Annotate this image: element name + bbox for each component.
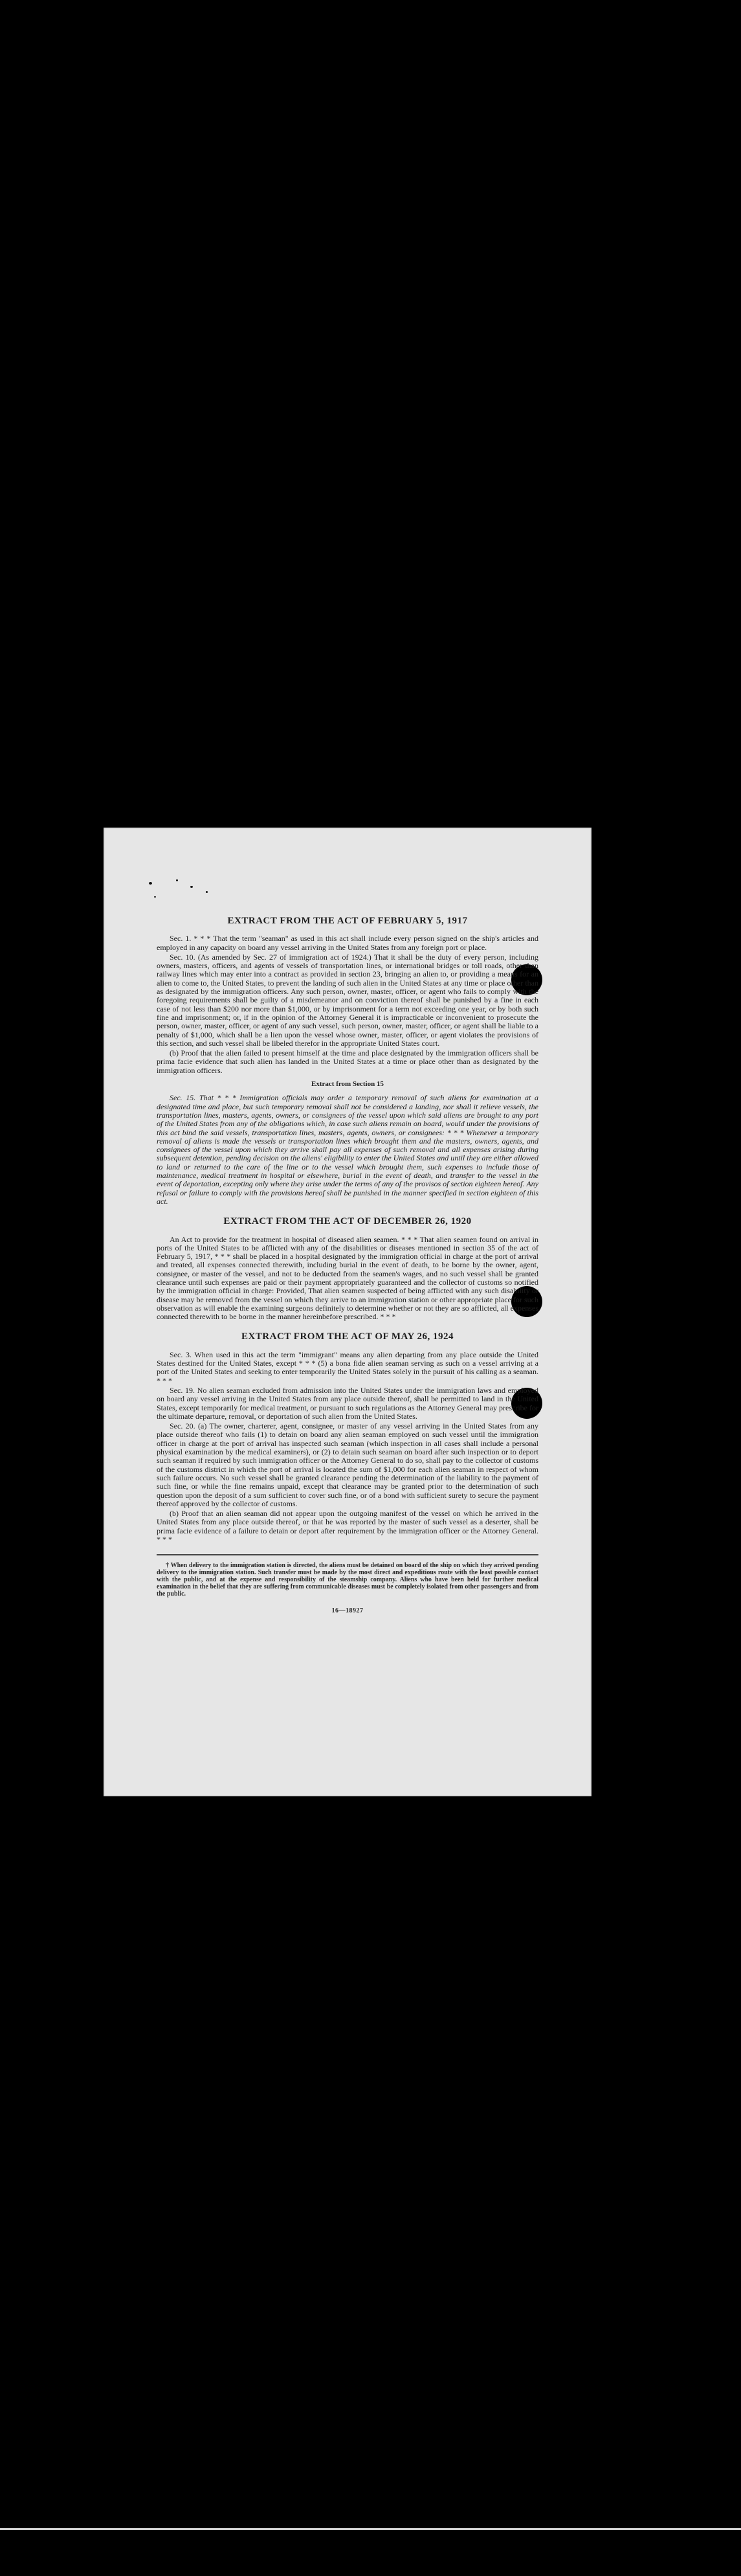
paragraph-sec1: Sec. 1. * * * That the term "seaman" as used in this act shall include every person signed on the ship's articles and employed in any capacity on board any vessel arriving in the United States from any foreign port or place. [157, 934, 538, 952]
paragraph-1924-sec20: Sec. 20. (a) The owner, charterer, agent, consignee, or master of any vessel arriving in the United States from any place outside thereof who fails (1) to detain on board any alien seaman employed on such vessel until the immigration officer in charge at the port of arrival has inspected such seaman (which inspection in all cases shall include a personal physical examination by the medical examiners), or (2) to detain such seaman on board after such inspection or to deport such seaman if required by such immigration officer or the Attorney General to do so, shall pay to the collector of customs of the customs district in which the port of arrival is located the sum of $1,000 for each alien seaman in respect of whom such failure occurs. No such vessel shall be granted clearance pending the determination of the liability to the payment of such fine, or while the fine remains unpaid, except that clearance may be granted prior to the determination of such question upon the deposit of a sum sufficient to cover such fine, or of a bond with sufficient surety to secure the payment thereof approved by the collector of customs. [157, 1421, 538, 1508]
form-number: 16—18927 [331, 1607, 364, 1615]
paragraph-sec10b: (b) Proof that the alien failed to present himself at the time and place designated by the immigration officers shall be prima facie evidence that such alien has landed in the United States at a time or place other than as designated by the immigration officers. [157, 1048, 538, 1075]
paragraph-act-1920: An Act to provide for the treatment in hospital of diseased alien seamen. * * * That alien seamen found on arrival in ports of the United States to be afflicted with any of the disabilities or diseases mentioned in section 35 of the act of February 5, 1917, * * * shall be placed in a hospital designated by the immigration official in charge at the port of arrival and treated, all expenses connected therewith, including burial in the event of death, to be borne by the owner, agent, consignee, or master of the vessel, and not to be deducted from the seamen's wages, and no such vessel shall be granted clearance until such expenses are paid or their payment appropriately guaranteed and the collector of customs so notified by the immigration official in charge: Provided, That alien seamen suspected of being afflicted with any such disability or disease may be removed from the vessel on which they arrive to an immigration station or other appropriate place for such observation as will enable the examining surgeons definitely to determine whether or not they are so afflicted, all expenses connected therewith to be borne in the manner hereinbefore prescribed. * * * [157, 1234, 538, 1322]
heading-act-1920: EXTRACT FROM THE ACT OF DECEMBER 26, 1920 [223, 1216, 472, 1227]
heading-act-1924: EXTRACT FROM THE ACT OF MAY 26, 1924 [241, 1331, 454, 1342]
document-body [157, 917, 538, 1616]
footnote-divider [157, 1554, 538, 1555]
heading-act-1917: EXTRACT FROM THE ACT OF FEBRUARY 5, 1917 [227, 916, 468, 926]
footnote: † When delivery to the immigration station is directed, the aliens must be detained on board of the ship on which they arrived pending delivery to the immigration station. Such transfer must be made by the most direct and expeditious route with the least possible contact with the public, and at the expense and responsibility of the steamship company. Aliens who have been held for further medical examination in the belief that they are suffering from communicable diseases must be completely isolated from other passengers and from the public. [157, 1562, 538, 1598]
paragraph-1924-sec20b: (b) Proof that an alien seaman did not appear upon the outgoing manifest of the vessel on which he arrived in the United States from any place outside thereof, or that he was reported by the master of such vessel as a deserter, shall be prima facie evidence of a failure to detain or deport after requirement by the immigration officer or the Attorney General. * * * [157, 1509, 538, 1544]
paragraph-1924-sec19: Sec. 19. No alien seaman excluded from admission into the United States under the immigration laws and employed on board any vessel arriving in the United States from any place outside thereof, shall be permitted to land in the United States, except temporarily for medical treatment, or pursuant to such regulations as the Attorney General may prescribe for the ultimate departure, removal, or deportation of such alien from the United States. [157, 1385, 538, 1421]
paragraph-1924-sec3: Sec. 3. When used in this act the term "immigrant" means any alien departing from any place outside the United States destined for the United States, except * * * (5) a bona fide alien seaman serving as such on a vessel arriving at a port of the United States and seeking to enter temporarily the United States solely in the pursuit of his calling as a seaman. * * * [157, 1350, 538, 1385]
bottom-edge-line [0, 2528, 741, 2530]
subheading-section-15: Extract from Section 15 [311, 1080, 384, 1089]
page-specks [142, 879, 272, 905]
document-page [104, 828, 592, 1796]
paragraph-sec10: Sec. 10. (As amended by Sec. 27 of immigration act of 1924.) That it shall be the duty of every person, including owners, masters, officers, and agents of vessels of transportation lines, or international bridges or toll roads, other than railway lines which may enter into a contract as provided in section 23, bringing an alien to, or providing a means for an alien to come to, the United States, to prevent the landing of such alien in the United States at any time or place other than as designated by the immigration officers. Any such person, owner, master, officer, or agent who fails to comply with the foregoing requirements shall be guilty of a misdemeanor and on conviction thereof shall be punished by a fine in each case of not less than $200 nor more than $1,000, or by imprisonment for a term not exceeding one year, or by both such fine and imprisonment; or, if in the opinion of the Attorney General it is impracticable or inconvenient to prosecute the person, owner, master, officer, or agent of any such vessel, such person, owner, master, officer, or agent shall be liable to a penalty of $1,000, which shall be a lien upon the vessel whose owner, master, officer, or agent violates the provisions of this section, and such vessel shall be libeled therefor in the appropriate United States court. [157, 952, 538, 1048]
paragraph-sec15: Sec. 15. That * * * Immigration officials may order a temporary removal of such aliens for examination at a designated time and place, but such temporary removal shall not be considered a landing, nor shall it relieve vessels, the transportation lines, masters, agents, owners, or consignees of the vessel upon which said aliens are brought to any port of the United States from any of the obligations which, in case such aliens remain on board, would under the provisions of this act bind the said vessels, transportation lines, masters, agents, owners, or consignees: * * * Whenever a temporary removal of aliens is made the vessels or transportation lines which brought them and the masters, owners, agents, and consignees of the vessel upon which they arrive shall pay all expenses of such removal and all expenses arising during subsequent detention, pending decision on the aliens' eligibility to enter the United States and until they are either allowed to land or returned to the care of the line or to the vessel which brought them, such expenses to include those of maintenance, medical treatment in hospital or elsewhere, burial in the event of death, and transfer to the vessel in the event of deportation, excepting only where they arise under the terms of any of the provisos of section eighteen hereof. Any refusal or failure to comply with the provisions hereof shall be punished in the manner specified in section eighteen of this act. [157, 1093, 538, 1206]
